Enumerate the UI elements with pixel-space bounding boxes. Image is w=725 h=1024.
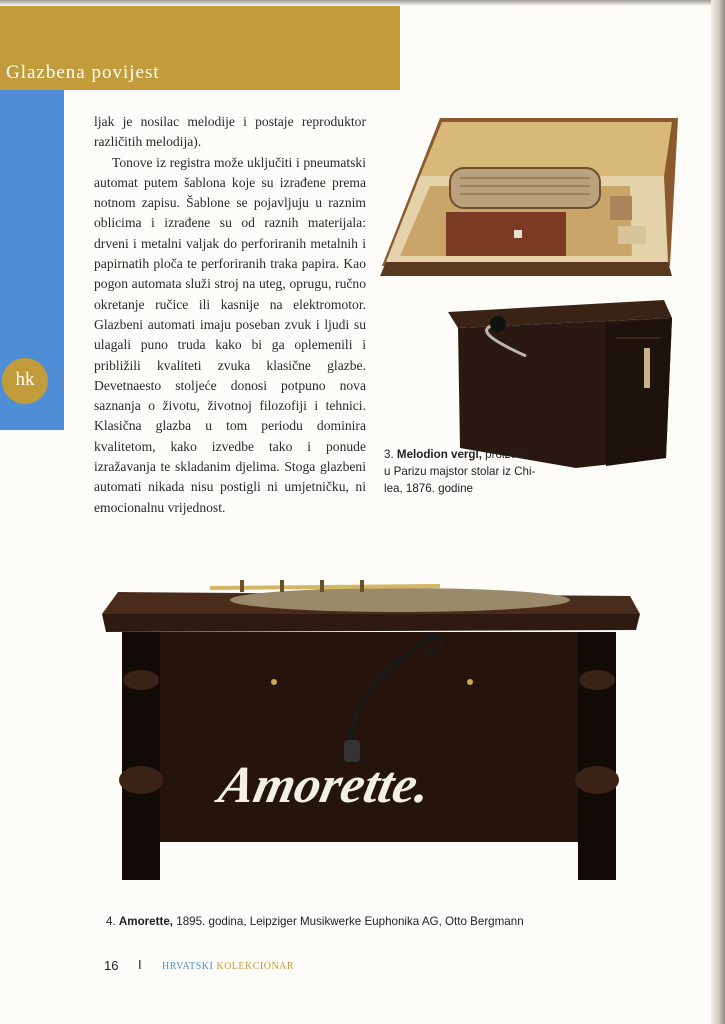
paragraph-1: ljak je nosilac melodije i postaje reproduktor različitih melodija). — [94, 114, 366, 150]
amorette-photo — [100, 570, 640, 890]
page-number: 16 — [104, 958, 119, 973]
footer-separator: I — [138, 957, 142, 972]
hk-badge: hk — [2, 358, 48, 404]
caption-fig4: 4. Amorette, 1895. godina, Leipziger Musikwerke Euphonika AG, Otto Bergmann — [106, 915, 524, 928]
paragraph-2: Tonove iz registra može uključiti i pneumatski automat putem šablona koje su izrađene prema notnom zapisu. Šablone se pojavljuju u raznim oblicima i izrađene su od raznih materijala: drveni i metalni valjak do perforiranih metalnih i papirnatih ploča te perforiranih traka papira. Kao pogon automata služi stroj na uteg, oprugu, ručno okretanje ručice ili kasnije na elektromotor. Glazbeni automati imaju poseban zvuk i ljudi su ulagali puno truda kako bi ga oplemenili i približili kvaliteti zvuka klasične glazbe. Devetnaesto stoljeće donosi potpuno nova saznanja o životu, životnoj filozofiji i tehnici. Klasična glazba u tom periodu dominira kvalitetom, kako izvedbe tako i ponude izražavanja te skladanim djelima. Stoga glazbeni automati nikada nisu postigli ni umjetničku, ni emocionalnu vrijednost. — [94, 154, 366, 515]
book-spine-shadow — [711, 0, 725, 1024]
melodion-open-photo — [380, 116, 680, 280]
section-title: Glazbena povijest — [6, 62, 160, 83]
section-header-band — [0, 6, 400, 90]
magazine-name: HRVATSKI KOLEKCIONAR — [162, 961, 295, 972]
melodion-closed-photo — [446, 298, 676, 470]
caption-fig3: 3. Melodion vergl, proizveo u Parizu majstor stolar iz Chi- lea, 1876. godine — [384, 448, 536, 495]
amorette-logo: Amorette. — [214, 756, 436, 814]
article-body — [94, 112, 366, 518]
